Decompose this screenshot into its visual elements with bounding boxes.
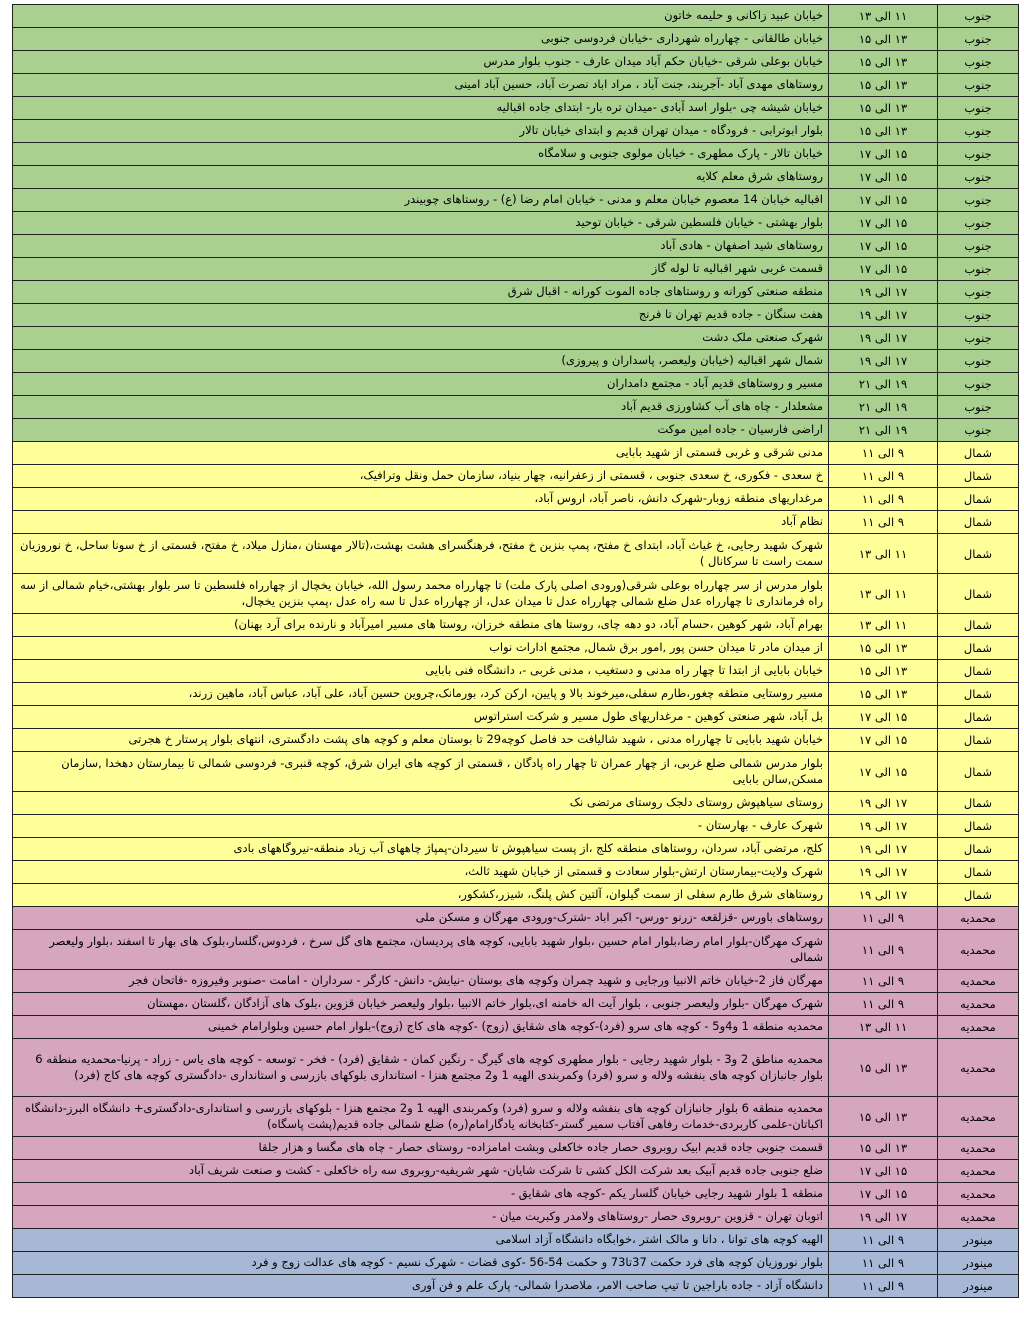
area-description-cell: خیابان بابایی از ابتدا تا چهار راه مدنی و دستغیب ، مدنی غربی -، دانشگاه فنی بابایی (13, 660, 829, 683)
time-range-cell: ۱۱ الی ۱۳ (829, 534, 938, 574)
table-row (13, 1137, 1019, 1160)
region-cell: مینودر (938, 1252, 1019, 1275)
table-row (13, 143, 1019, 166)
time-range-cell: ۱۷ الی ۱۹ (829, 327, 938, 350)
table-row (13, 637, 1019, 660)
table-row (13, 574, 1019, 614)
time-range-cell: ۱۱ الی ۱۳ (829, 1016, 938, 1039)
area-description-cell: الهیه کوچه های توانا ، دانا و مالک اشتر ،خوابگاه دانشگاه آزاد اسلامی (13, 1229, 829, 1252)
table-row (13, 970, 1019, 993)
table-row (13, 1206, 1019, 1229)
region-cell: محمدیه (938, 1016, 1019, 1039)
area-description-cell: شهرک صنعتی ملک دشت (13, 327, 829, 350)
area-description-cell: کلج، مرتضی آباد، سردان، روستاهای منطقه کلج ،از پست سیاهپوش تا سیردان-پمپاژ چاههای آب زیاد منطقه-نیروگاههای بادی (13, 838, 829, 861)
table-row (13, 729, 1019, 752)
time-range-cell: ۱۹ الی ۲۱ (829, 419, 938, 442)
region-cell: شمال (938, 637, 1019, 660)
region-cell: شمال (938, 534, 1019, 574)
table-row (13, 614, 1019, 637)
table-row (13, 373, 1019, 396)
time-range-cell: ۹ الی ۱۱ (829, 1252, 938, 1275)
region-cell: شمال (938, 792, 1019, 815)
time-range-cell: ۹ الی ۱۱ (829, 511, 938, 534)
region-cell: شمال (938, 729, 1019, 752)
time-range-cell: ۱۷ الی ۱۹ (829, 792, 938, 815)
time-range-cell: ۱۷ الی ۱۹ (829, 884, 938, 907)
table-row (13, 1183, 1019, 1206)
time-range-cell: ۱۳ الی ۱۵ (829, 1039, 938, 1097)
table-row (13, 28, 1019, 51)
region-cell: جنوب (938, 327, 1019, 350)
table-row (13, 838, 1019, 861)
region-cell: جنوب (938, 235, 1019, 258)
time-range-cell: ۱۵ الی ۱۷ (829, 212, 938, 235)
area-description-cell: بلوار مدرس از سر چهارراه بوعلی شرقی(ورودی اصلی پارک ملت) تا چهارراه محمد رسول الله، خیابان یخچال از چهارراه فلسطین تا سر بلوار بهشتی،خیام شمالی از سه راه فرمانداری تا چهارراه عدل ضلع شمالی چهارراه عدل تا میدان عدل، از چهارراه عدل تا سه راه عدل ،پمپ بنزین یخچال، (13, 574, 829, 614)
area-description-cell: روستاهای شرق طارم سفلی از سمت گیلوان، آلتین کش پلنگ، شیزر،کشکور، (13, 884, 829, 907)
region-cell: جنوب (938, 51, 1019, 74)
region-cell: جنوب (938, 189, 1019, 212)
area-description-cell: خیابان شیشه چی -بلوار اسد آبادی -میدان تره بار- ابتدای جاده اقبالیه (13, 97, 829, 120)
area-description-cell: خیابان بوعلی شرقی -خیابان حکم آباد میدان عارف - جنوب بلوار مدرس (13, 51, 829, 74)
table-row (13, 815, 1019, 838)
region-cell: جنوب (938, 281, 1019, 304)
region-cell: مینودر (938, 1275, 1019, 1298)
time-range-cell: ۹ الی ۱۱ (829, 1275, 938, 1298)
power-outage-schedule-table (12, 4, 1019, 1298)
time-range-cell: ۹ الی ۱۱ (829, 465, 938, 488)
table-row (13, 189, 1019, 212)
region-cell: جنوب (938, 97, 1019, 120)
time-range-cell: ۱۳ الی ۱۵ (829, 637, 938, 660)
region-cell: محمدیه (938, 1160, 1019, 1183)
table-row (13, 907, 1019, 930)
time-range-cell: ۱۳ الی ۱۵ (829, 97, 938, 120)
time-range-cell: ۱۵ الی ۱۷ (829, 143, 938, 166)
table-row (13, 1252, 1019, 1275)
table-row (13, 752, 1019, 792)
table-row (13, 465, 1019, 488)
area-description-cell: دانشگاه آزاد - جاده باراجین تا تیپ صاحب الامر، ملاصدرا شمالی- پارک علم و فن آوری (13, 1275, 829, 1298)
table-row (13, 5, 1019, 28)
time-range-cell: ۱۵ الی ۱۷ (829, 166, 938, 189)
region-cell: شمال (938, 465, 1019, 488)
table-row (13, 534, 1019, 574)
region-cell: جنوب (938, 212, 1019, 235)
time-range-cell: ۱۳ الی ۱۵ (829, 683, 938, 706)
table-row (13, 166, 1019, 189)
time-range-cell: ۱۵ الی ۱۷ (829, 1183, 938, 1206)
region-cell: جنوب (938, 258, 1019, 281)
table-row (13, 97, 1019, 120)
table-row (13, 235, 1019, 258)
region-cell: جنوب (938, 304, 1019, 327)
table-row (13, 419, 1019, 442)
area-description-cell: منطقه 1 بلوار شهید رجایی خیابان گلسار یکم -کوچه های شقایق - (13, 1183, 829, 1206)
area-description-cell: روستاهای باورس -قزلقعه -زرنو -ورس- اکبر اباد -شترک-ورودی مهرگان و مسکن ملی (13, 907, 829, 930)
region-cell: شمال (938, 660, 1019, 683)
area-description-cell: روستای سیاهپوش روستای دلجک روستای مرتضی نک (13, 792, 829, 815)
time-range-cell: ۱۷ الی ۱۹ (829, 350, 938, 373)
time-range-cell: ۱۳ الی ۱۵ (829, 1137, 938, 1160)
region-cell: محمدیه (938, 970, 1019, 993)
table-row (13, 792, 1019, 815)
region-cell: محمدیه (938, 907, 1019, 930)
region-cell: شمال (938, 683, 1019, 706)
area-description-cell: مرغداریهای منطقه زوبار-شهرک دانش، ناصر آباد، اروس آباد، (13, 488, 829, 511)
area-description-cell: مسیر روستایی منطقه چغور،طارم سفلی،میرخوند بالا و پایین، ارکن کرد، بورمانک،چروین حسین آباد، علی آباد، عباس آباد، ماهین زرند، (13, 683, 829, 706)
region-cell: جنوب (938, 74, 1019, 97)
table-row (13, 281, 1019, 304)
area-description-cell: شهرک عارف - بهارستان - (13, 815, 829, 838)
region-cell: شمال (938, 511, 1019, 534)
time-range-cell: ۱۳ الی ۱۵ (829, 51, 938, 74)
area-description-cell: نظام آباد (13, 511, 829, 534)
area-description-cell: منطقه صنعتی کورانه و روستاهای جاده الموت کورانه - اقبال شرق (13, 281, 829, 304)
area-description-cell: شهرک مهرگان -بلوار ولیعصر جنوبی ، بلوار آیت اله خامنه ای،بلوار خاتم الانبیا ،بلوار ولیعصر خیابان قزوین ،بلوک های آزادگان ،گلستان ،مهستان (13, 993, 829, 1016)
region-cell: شمال (938, 752, 1019, 792)
region-cell: محمدیه (938, 1097, 1019, 1137)
area-description-cell: روستاهای مهدی آباد -آجربند، جنت آباد ، مراد اباد نصرت آباد، حسین آباد امینی (13, 74, 829, 97)
table-row (13, 1097, 1019, 1137)
time-range-cell: ۱۷ الی ۱۹ (829, 815, 938, 838)
time-range-cell: ۱۳ الی ۱۵ (829, 28, 938, 51)
area-description-cell: اتوبان تهران - قزوین -روبروی حصار -روستاهای ولامدر وکبریت میان - (13, 1206, 829, 1229)
table-row (13, 861, 1019, 884)
time-range-cell: ۱۷ الی ۱۹ (829, 838, 938, 861)
region-cell: محمدیه (938, 1183, 1019, 1206)
time-range-cell: ۱۵ الی ۱۷ (829, 189, 938, 212)
area-description-cell: بلوار ابوترابی - فرودگاه - میدان تهران قدیم و ابتدای خیابان تالار (13, 120, 829, 143)
region-cell: محمدیه (938, 993, 1019, 1016)
table-row (13, 660, 1019, 683)
area-description-cell: محمدیه منطقه 6 بلوار جانبازان کوچه های بنفشه ولاله و سرو (فرد) وکمربندی الهیه 1 و2 مجتمع هنزا - بلوکهای بازرسی و استانداری-دادگستری+ دانشگاه البرز-دانشگاه اکباتان-علمی کاربردی-خدمات رفاهی آفتاب سمیر گستر-کتابخانه یادگارامام(ره) ضلع شمالی جاده قدیم(پشت پاسگاه) (13, 1097, 829, 1137)
area-description-cell: قسمت غربی شهر اقبالیه تا لوله گاز (13, 258, 829, 281)
region-cell: جنوب (938, 5, 1019, 28)
region-cell: جنوب (938, 143, 1019, 166)
area-description-cell: مدنی شرقی و غربی قسمتی از شهید بابایی (13, 442, 829, 465)
time-range-cell: ۱۳ الی ۱۵ (829, 1097, 938, 1137)
area-description-cell: ضلع جنوبی جاده قدیم آبیک بعد شرکت الکل کشی تا شرکت شایان- شهر شریفیه-روبروی سه راه خاکعلی - کشت و صنعت شریف آباد (13, 1160, 829, 1183)
time-range-cell: ۹ الی ۱۱ (829, 970, 938, 993)
time-range-cell: ۱۳ الی ۱۵ (829, 120, 938, 143)
table-row (13, 993, 1019, 1016)
area-description-cell: بلوار نوروزیان کوچه های فرد حکمت 37تا73 و حکمت 54-56 -کوی قضات - شهرک نسیم - کوچه های عدالت زوج و فرد (13, 1252, 829, 1275)
area-description-cell: اقبالیه خیابان 14 معصوم خیابان معلم و مدنی - خیابان امام رضا (ع) - روستاهای چوبیندر (13, 189, 829, 212)
region-cell: شمال (938, 574, 1019, 614)
table-row (13, 304, 1019, 327)
time-range-cell: ۹ الی ۱۱ (829, 442, 938, 465)
region-cell: شمال (938, 614, 1019, 637)
time-range-cell: ۱۷ الی ۱۹ (829, 861, 938, 884)
area-description-cell: روستاهای شید اصفهان - هادی آباد (13, 235, 829, 258)
region-cell: شمال (938, 838, 1019, 861)
time-range-cell: ۱۵ الی ۱۷ (829, 752, 938, 792)
table-body (13, 5, 1019, 1298)
area-description-cell: خیابان شهید بابایی تا چهارراه مدنی ، شهید شالیافت حد فاصل کوچه29 تا بوستان معلم و کوچه های پشت دادگستری، انتهای بلوار پرستار خ هجرتی (13, 729, 829, 752)
time-range-cell: ۱۵ الی ۱۷ (829, 235, 938, 258)
table-row (13, 488, 1019, 511)
time-range-cell: ۹ الی ۱۱ (829, 930, 938, 970)
time-range-cell: ۱۵ الی ۱۷ (829, 1160, 938, 1183)
area-description-cell: شهرک ولایت-بیمارستان ارتش-بلوار سعادت و قسمتی از خیابان شهید ثالث، (13, 861, 829, 884)
area-description-cell: خ سعدی - فکوری، خ سعدی جنوبی ، قسمتی از زعفرانیه، چهار بنیاد، سازمان حمل ونقل وترافیک، (13, 465, 829, 488)
region-cell: جنوب (938, 166, 1019, 189)
time-range-cell: ۹ الی ۱۱ (829, 993, 938, 1016)
area-description-cell: خیابان تالار - پارک مطهری - خیابان مولوی جنوبی و سلامگاه (13, 143, 829, 166)
table-row (13, 120, 1019, 143)
region-cell: جنوب (938, 396, 1019, 419)
table-row (13, 884, 1019, 907)
area-description-cell: محمدیه مناطق 2 و3 - بلوار شهید رجایی - بلوار مطهری کوچه های گیرگ - رنگین کمان - شقایق (فرد) - فخر - توسعه - کوچه های یاس - زراد - پرنیا-محمدیه منطقه 6 بلوار جانبازان کوچه های بنفشه ولاله و سرو (فرد) وکمربندی الهیه 1 و2 مجتمع هنزا - استانداری بلوکهای بازرسی و استانداری -دادگستری کوچه های کاج (فرد) (13, 1039, 829, 1097)
table-row (13, 74, 1019, 97)
table-row (13, 683, 1019, 706)
area-description-cell: اراضی فارسیان - جاده امین موکت (13, 419, 829, 442)
table-row (13, 212, 1019, 235)
table-row (13, 442, 1019, 465)
time-range-cell: ۱۱ الی ۱۳ (829, 5, 938, 28)
time-range-cell: ۱۵ الی ۱۷ (829, 729, 938, 752)
region-cell: شمال (938, 815, 1019, 838)
time-range-cell: ۹ الی ۱۱ (829, 1229, 938, 1252)
region-cell: محمدیه (938, 1137, 1019, 1160)
area-description-cell: بهرام آباد، شهر کوهین ،حسام آباد، دو دهه چای، روستا های منطقه خرزان، روستا های مسیر امیرآباد و نارنده برای آرد بهنان) (13, 614, 829, 637)
table-row (13, 930, 1019, 970)
table-row (13, 1229, 1019, 1252)
region-cell: محمدیه (938, 1039, 1019, 1097)
region-cell: جنوب (938, 28, 1019, 51)
table-row (13, 706, 1019, 729)
region-cell: جنوب (938, 120, 1019, 143)
table-row (13, 1039, 1019, 1097)
time-range-cell: ۱۹ الی ۲۱ (829, 396, 938, 419)
table-row (13, 511, 1019, 534)
time-range-cell: ۱۳ الی ۱۵ (829, 660, 938, 683)
region-cell: محمدیه (938, 930, 1019, 970)
area-description-cell: مشعلدار - چاه های آب کشاورزی قدیم آباد (13, 396, 829, 419)
area-description-cell: بل آباد، شهر صنعتی کوهین - مرغداریهای طول مسیر و شرکت استراتوس (13, 706, 829, 729)
table-row (13, 51, 1019, 74)
area-description-cell: خیابان عبید زاکانی و حلیمه خاتون (13, 5, 829, 28)
table-row (13, 350, 1019, 373)
time-range-cell: ۱۷ الی ۱۹ (829, 281, 938, 304)
area-description-cell: از میدان مادر تا میدان حسن پور ,امور برق شمال, مجتمع ادارات نواب (13, 637, 829, 660)
area-description-cell: مهرگان فاز 2-خیابان خاتم الانبیا ورجایی و شهید چمران وکوچه های بوستان -نیایش- دانش- کارگر - سرداران - امامت -صنوبر وفیروزه -فاتحان فجر (13, 970, 829, 993)
area-description-cell: شهرک مهرگان-بلوار امام رضا،بلوار امام حسین ،بلوار شهید بابایی، کوچه های پردیسان، مجتمع های گل سرخ ، فردوس،گلسار،بلوک های بهار تا اسفند ،بلوار ولیعصر شمالی (13, 930, 829, 970)
area-description-cell: بلوار مدرس شمالی ضلع غربی، از چهار عمران تا چهار راه پادگان ، قسمتی از کوچه های ایران شرق، کوچه قنبری- فردوسی شمالی تا بیمارستان دهخدا ,سازمان مسکن,سالن بابایی (13, 752, 829, 792)
area-description-cell: قسمت جنوبی جاده قدیم ابیک روبروی حصار جاده خاکعلی وبشت امامزاده- روستای حصار - چاه های مگسا و هزار جلقا (13, 1137, 829, 1160)
time-range-cell: ۱۷ الی ۱۹ (829, 1206, 938, 1229)
table-row (13, 396, 1019, 419)
region-cell: شمال (938, 706, 1019, 729)
region-cell: شمال (938, 488, 1019, 511)
region-cell: شمال (938, 884, 1019, 907)
area-description-cell: هفت سنگان - جاده قدیم تهران تا فرنج (13, 304, 829, 327)
region-cell: مینودر (938, 1229, 1019, 1252)
area-description-cell: مسیر و روستاهای قدیم آباد - مجتمع دامداران (13, 373, 829, 396)
region-cell: جنوب (938, 419, 1019, 442)
time-range-cell: ۱۷ الی ۱۹ (829, 304, 938, 327)
area-description-cell: خیابان طالقانی - چهارراه شهرداری -خیابان فردوسی جنوبی (13, 28, 829, 51)
region-cell: شمال (938, 442, 1019, 465)
area-description-cell: محمدیه منطقه 1 و4و5 - کوچه های سرو (فرد)-کوچه های شقایق (زوج) -کوچه های کاج (زوج)-بلوار امام حسین وبلوارامام خمینی (13, 1016, 829, 1039)
area-description-cell: شهرک شهید رجایی، خ غیاث آباد، ابتدای خ مفتح، پمپ بنزین خ مفتح، فرهنگسرای هشت بهشت،(تالار مهستان ،منازل میلاد، خ مفتح، قسمتی از خ سونا ساحل، خ نوروزیان سمت راست تا سرکانال ) (13, 534, 829, 574)
region-cell: محمدیه (938, 1206, 1019, 1229)
table-row (13, 1275, 1019, 1298)
area-description-cell: بلوار بهشتی - خیابان فلسطین شرقی - خیابان توحید (13, 212, 829, 235)
time-range-cell: ۱۹ الی ۲۱ (829, 373, 938, 396)
table-row (13, 1160, 1019, 1183)
time-range-cell: ۱۵ الی ۱۷ (829, 706, 938, 729)
region-cell: جنوب (938, 350, 1019, 373)
time-range-cell: ۱۵ الی ۱۷ (829, 258, 938, 281)
time-range-cell: ۹ الی ۱۱ (829, 488, 938, 511)
region-cell: جنوب (938, 373, 1019, 396)
table-row (13, 258, 1019, 281)
area-description-cell: شمال شهر اقبالیه (خیابان ولیعصر، پاسداران و پیروزی) (13, 350, 829, 373)
region-cell: شمال (938, 861, 1019, 884)
time-range-cell: ۹ الی ۱۱ (829, 907, 938, 930)
time-range-cell: ۱۳ الی ۱۵ (829, 74, 938, 97)
time-range-cell: ۱۱ الی ۱۳ (829, 574, 938, 614)
time-range-cell: ۱۱ الی ۱۳ (829, 614, 938, 637)
table-row (13, 327, 1019, 350)
area-description-cell: روستاهای شرق معلم کلایه (13, 166, 829, 189)
table-row (13, 1016, 1019, 1039)
